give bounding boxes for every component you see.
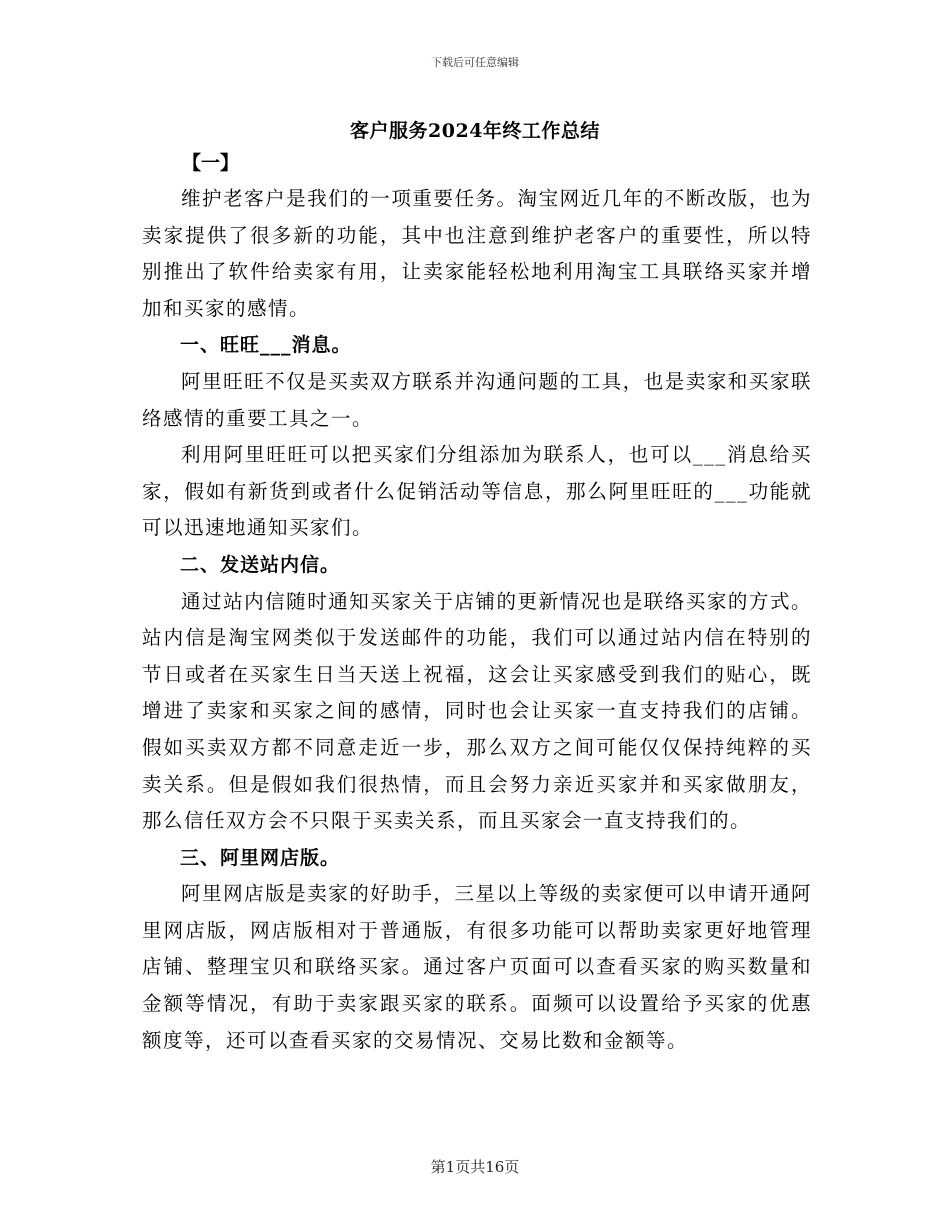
page-number: 第1页共16页 [430, 1158, 520, 1176]
document-title: 客户服务2024年终工作总结 [350, 120, 600, 142]
paragraph-wangwang-1: 阿里旺旺不仅是买卖双方联系并沟通问题的工具，也是卖家和买家联络感情的重要工具之一。 [142, 369, 812, 430]
intro-paragraph: 维护老客户是我们的一项重要任务。淘宝网近几年的不断改版，也为卖家提供了很多新的功能，其中也注意到维护老客户的重要性，所以特别推出了软件给卖家有用，让卖家能轻松地利用淘宝工具联络买家并增加和买家的感情。 [142, 187, 812, 320]
heading-site-message: 二、发送站内信。 [180, 553, 341, 576]
paragraph-shop-edition: 阿里网店版是卖家的好助手，三星以上等级的卖家便可以申请开通阿里网店版，网店版相对于普通版，有很多功能可以帮助卖家更好地管理店铺、整理宝贝和联络买家。通过客户页面可以查看买家的购买数量和金额等情况，有助于卖家跟买家的联系。面频可以设置给予买家的优惠额度等，还可以查看买家的交易情况、交易比数和金额等。 [142, 882, 812, 1052]
heading-wangwang: 一、旺旺___消息。 [180, 334, 352, 357]
heading-shop-edition: 三、阿里网店版。 [180, 846, 341, 869]
header-note: 下载后可任意编辑 [431, 56, 519, 69]
paragraph-wangwang-2: 利用阿里旺旺可以把买家们分组添加为联系人，也可以___消息给买家，假如有新货到或者什么促销活动等信息，那么阿里旺旺的___功能就可以迅速地通知买家们。 [142, 443, 812, 540]
document-body [142, 148, 812, 1059]
section-mark: 【一】 [182, 152, 240, 174]
paragraph-site-message: 通过站内信随时通知买家关于店铺的更新情况也是联络买家的方式。站内信是淘宝网类似于发送邮件的功能，我们可以通过站内信在特别的节日或者在买家生日当天送上祝福，这会让买家感受到我们的贴心，既增进了卖家和买家之间的感情，同时也会让买家一直支持我们的店铺。假如买卖双方都不同意走近一步，那么双方之间可能仅仅保持纯粹的买卖关系。但是假如我们很热情，而且会努力亲近买家并和买家做朋友，那么信任双方会不只限于买卖关系，而且买家会一直支持我们的。 [142, 589, 812, 833]
